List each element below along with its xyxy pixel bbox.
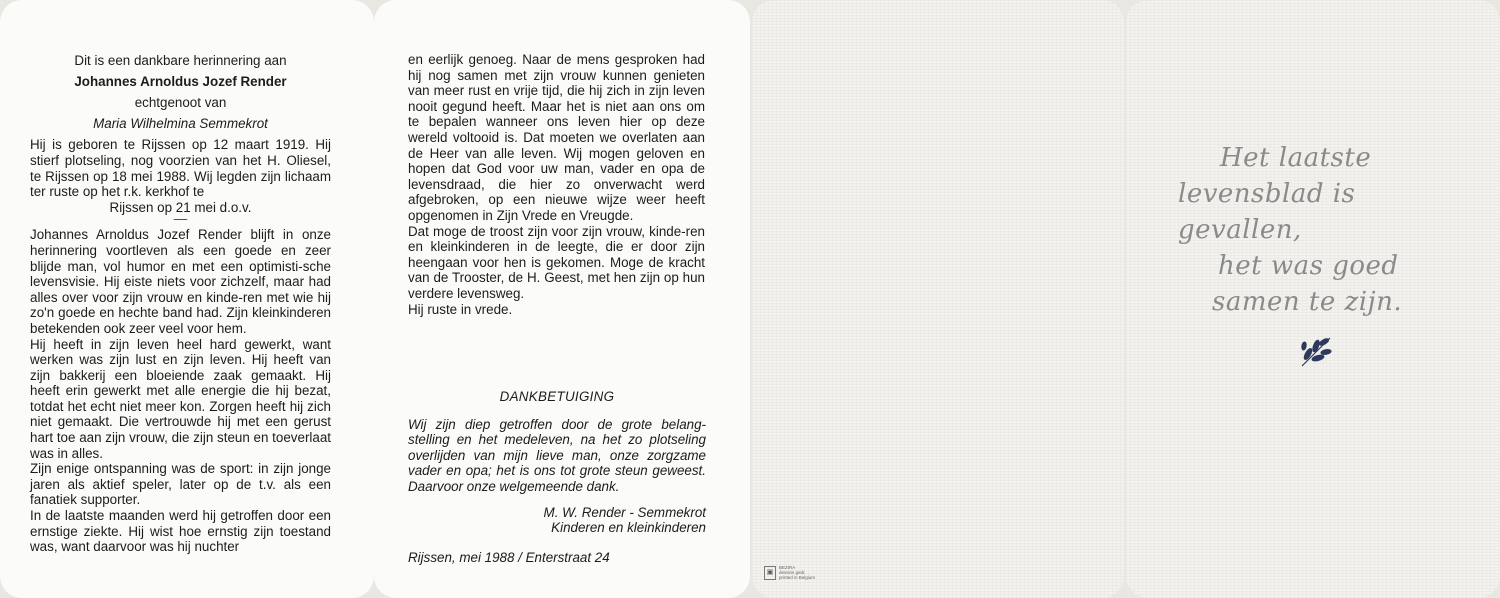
poem-line: Het laatste: [1220, 143, 1372, 173]
deceased-name: Johannes Arnoldus Jozef Render: [74, 73, 287, 89]
card-panel-back: [752, 0, 1124, 598]
card-panel-middle: [374, 0, 750, 598]
place-date-line: Rijssen, mei 1988 / Enterstraat 24: [408, 549, 610, 565]
poem-line: levensblad is gevallen,: [1178, 179, 1356, 245]
spouse-label: echtgenoot van: [134, 95, 227, 111]
printer-mark: [764, 565, 815, 580]
thanks-section: [408, 389, 706, 565]
sprig-icon: [1296, 332, 1336, 370]
obituary-text-right: [408, 52, 705, 317]
printer-line: BEZIRA: [779, 565, 796, 570]
consolation-paragraph: Dat moge de troost zijn voor zijn vrouw, kinde-ren en kleinkinderen in de leegte, die er door zijn heengaan voor hen is gekomen. Moge de kracht van de Trooster, de H. Geest, met hen zijn op hun verdere levensweg.: [408, 223, 705, 301]
continuation-paragraph: en eerlijk genoeg. Naar de mens gesproken had hij nog samen met zijn vrouw kunnen genieten van meer rust en vrije tijd, die hij zich in zijn leven nooit gegund heeft. Maar het is niet aan ons om te bepalen wanneer ons leven hier op deze wereld voltooid is. Dat moeten we overlaten aan de Heer van alle leven. Wij mogen geloven en hopen dat God voor uw man, vader en opa de levensdraad, die hier zo onverwacht werd afgebroken, op een nieuwe wijze weer heeft opgenomen in Zijn Vrede en Vreugde.: [408, 52, 705, 223]
printer-line: dessins gedr.: [779, 570, 806, 575]
burial-line: Rijssen op 21 mei d.o.v.: [109, 199, 252, 215]
thanks-body: Wij zijn diep getroffen door de grote belang-stelling en het medeleven, na het zo plotseling overlijden van mijn lieve man, onze zorgzame vader en opa; het is ons tot grote steun geweest. Daarvoor onze welgemeende dank.: [408, 416, 706, 494]
poem-line: het was goed: [1218, 251, 1399, 281]
sport-paragraph: Zijn enige ontspanning was de sport: in zijn jonge jaren als aktief speler, later op de t.v. als een fanatiek supporter.: [30, 461, 331, 508]
printer-text: [779, 565, 815, 580]
spouse-name: Maria Wilhelmina Semmekrot: [93, 115, 268, 131]
thanks-title: DANKBETUIGING: [499, 389, 615, 404]
birth-death-paragraph: Hij is geboren te Rijssen op 12 maart 1919. Hij stierf plotseling, nog voorzien van het H. Oliesel, te Rijssen op 18 mei 1988. Wij legden zijn lichaam ter ruste op het r.k. kerkhof te: [30, 137, 331, 200]
obituary-text-left: [30, 53, 331, 555]
poem-line: samen te zijn.: [1212, 287, 1403, 317]
printer-line: printed in Belgium: [779, 575, 816, 580]
rest-in-peace-line: Hij ruste in vrede.: [408, 301, 513, 317]
printer-logo-icon: ▣: [764, 566, 776, 580]
separator: —: [173, 211, 188, 227]
poem: [1178, 140, 1468, 320]
card-panel-left: [0, 0, 374, 598]
signature-family: M. W. Render - Semmekrot: [543, 504, 706, 520]
memory-paragraph: Johannes Arnoldus Jozef Render blijft in onze herinnering voortleven als een goede en zeer blijde man, vol humor en met een optimisti-sche levensvisie. Hij eiste niets voor zichzelf, maar had alles over voor zijn vrouw en kinde-ren met wie hij zo'n goede en hechte band had. Zijn kleinkinderen betekenden ook zeer veel voor hem.: [30, 227, 331, 336]
intro-line: Dit is een dankbare herinnering aan: [74, 53, 287, 68]
signature-children: Kinderen en kleinkinderen: [551, 520, 706, 536]
work-paragraph: Hij heeft in zijn leven heel hard gewerkt, want werken was zijn lust en zijn leven. Hij heeft van zijn bakkerij een bloeiende zaak gemaakt. Hij heeft erin gewerkt met alle energie die hij bezat, totdat het echt niet meer kon. Zorgen heeft hij zich niet gemaakt. Die vertrouwde hij met een gerust hart toe aan zijn vrouw, die zijn steun en toeverlaat was in alles.: [30, 336, 331, 461]
illness-paragraph: In de laatste maanden werd hij getroffen door een ernstige ziekte. Hij wist hoe ernstig zijn toestand was, want daarvoor was hij nuchter: [30, 508, 331, 555]
